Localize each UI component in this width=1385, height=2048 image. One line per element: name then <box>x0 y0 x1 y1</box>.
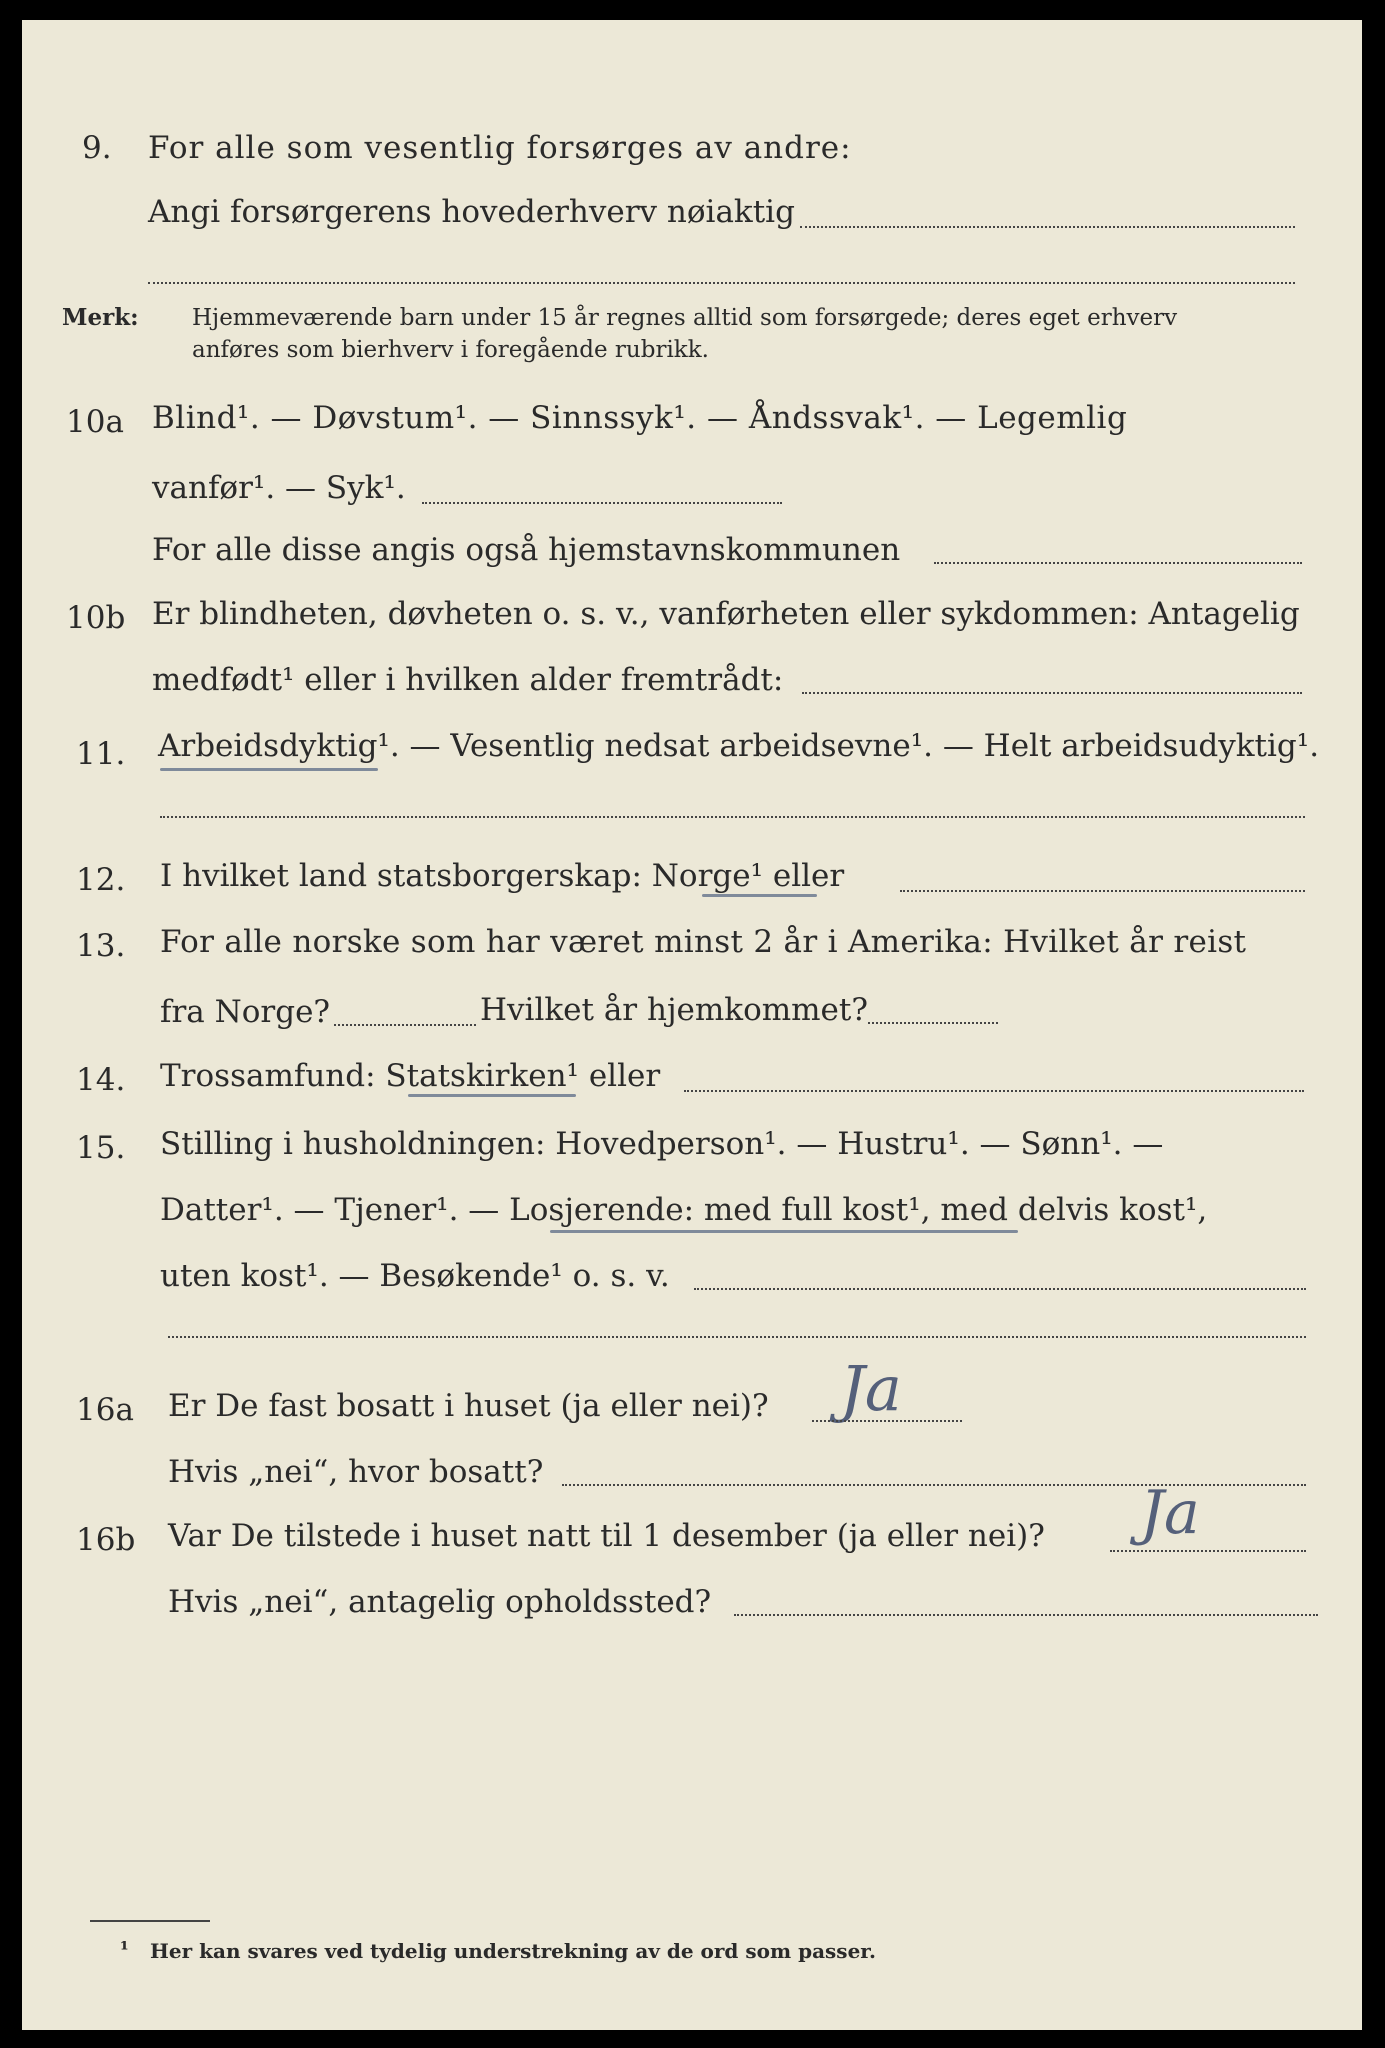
q10b-number: 10b <box>66 600 126 636</box>
q9-number: 9. <box>82 130 112 166</box>
q15-answer-line-2[interactable] <box>168 1336 1306 1338</box>
q13-number: 13. <box>76 928 126 964</box>
q16b-handwritten-answer[interactable]: Ja <box>1140 1478 1200 1548</box>
q16a-answer-line[interactable] <box>812 1420 962 1422</box>
q14-line1: Trossamfund: Statskirken¹ eller <box>160 1058 661 1094</box>
q15-answer-line[interactable] <box>694 1288 1306 1290</box>
q15-line1: Stilling i husholdningen: Hovedperson¹. — Hustru¹. — Sønn¹. — <box>160 1126 1164 1162</box>
q12-line1: I hvilket land statsborgerskap: Norge¹ eller <box>160 858 845 894</box>
q10b-answer-line[interactable] <box>802 692 1302 694</box>
q9-answer-line-2[interactable] <box>148 282 1295 284</box>
q16a-line2: Hvis „nei“, hvor bosatt? <box>168 1454 544 1490</box>
footnote-text: Her kan svares ved tydelig understrekning av de ord som passer. <box>150 1939 876 1963</box>
q9-line1: For alle som vesentlig forsørges av andre: <box>148 130 852 166</box>
q9-answer-line[interactable] <box>800 226 1295 228</box>
q13-reist-year-line[interactable] <box>334 1024 476 1026</box>
q11-number: 11. <box>76 736 126 772</box>
q13-line2a: fra Norge? <box>160 994 331 1030</box>
q16b-number: 16b <box>76 1522 136 1558</box>
q16a-line1: Er De fast bosatt i huset (ja eller nei)? <box>168 1388 769 1424</box>
q16b-opholdssted-line[interactable] <box>734 1614 1318 1616</box>
q16b-answer-line[interactable] <box>1110 1550 1306 1552</box>
q16a-handwritten-answer[interactable]: Ja <box>840 1352 902 1425</box>
q12-answer-line[interactable] <box>900 890 1305 892</box>
q13-line2b: Hvilket år hjemkommet? <box>480 992 868 1028</box>
q14-answer-line[interactable] <box>684 1090 1304 1092</box>
q16b-line1: Var De tilstede i huset natt til 1 desember (ja eller nei)? <box>168 1518 1045 1554</box>
q14-pen-underline <box>408 1094 576 1097</box>
q10a-number: 10a <box>66 404 124 440</box>
q13-hjemkommet-line[interactable] <box>868 1022 998 1024</box>
q14-number: 14. <box>76 1062 126 1098</box>
q13-line1: For alle norske som har været minst 2 år i Amerika: Hvilket år reist <box>160 924 1247 960</box>
q15-line2: Datter¹. — Tjener¹. — Losjerende: med full kost¹, med delvis kost¹, <box>160 1192 1208 1228</box>
q16a-number: 16a <box>76 1392 134 1428</box>
merk-line1: Hjemmeværende barn under 15 år regnes alltid som forsørgede; deres eget erhverv <box>192 305 1178 331</box>
census-form-page <box>22 20 1362 2030</box>
q10a-hjemstavn-line[interactable] <box>934 562 1302 564</box>
q16b-line2: Hvis „nei“, antagelig opholdssted? <box>168 1584 712 1620</box>
q11-line1: Arbeidsdyktig¹. — Vesentlig nedsat arbeidsevne¹. — Helt arbeidsudyktig¹. <box>158 728 1320 764</box>
q12-pen-underline <box>702 894 817 897</box>
q10a-line2: vanfør¹. — Syk¹. <box>152 470 406 506</box>
q9-line2: Angi forsørgerens hovederhverv nøiaktig <box>148 194 795 230</box>
footnote-rule <box>90 1920 210 1922</box>
q10a-line1: Blind¹. — Døvstum¹. — Sinnssyk¹. — Åndssvak¹. — Legemlig <box>152 400 1128 436</box>
footnote-mark: ¹ <box>120 1937 129 1961</box>
q10b-line2: medfødt¹ eller i hvilken alder fremtrådt: <box>152 662 784 698</box>
q10a-line3: For alle disse angis også hjemstavnskommunen <box>152 532 901 568</box>
q15-number: 15. <box>76 1130 126 1166</box>
q10a-answer-line[interactable] <box>422 502 782 504</box>
merk-line2: anføres som bierhverv i foregående rubrikk. <box>192 337 709 363</box>
merk-label: Merk: <box>62 304 139 331</box>
q15-line3: uten kost¹. — Besøkende¹ o. s. v. <box>160 1258 670 1294</box>
q12-number: 12. <box>76 862 126 898</box>
q11-pen-underline <box>160 768 378 771</box>
q10b-line1: Er blindheten, døvheten o. s. v., vanførheten eller sykdommen: Antagelig <box>152 596 1300 632</box>
q15-pen-underline <box>550 1230 1018 1233</box>
q11-answer-line[interactable] <box>160 816 1305 818</box>
